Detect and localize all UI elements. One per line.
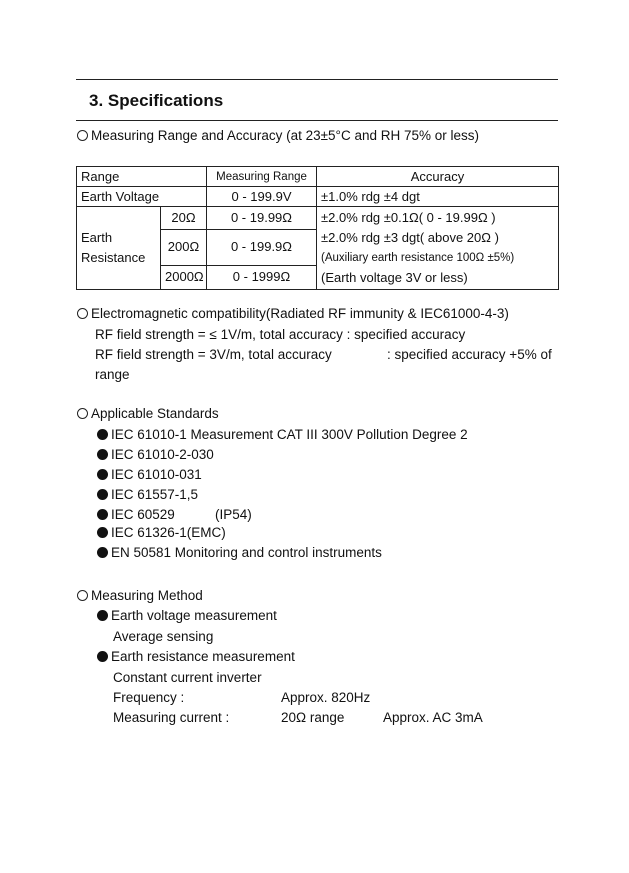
top-rule xyxy=(76,79,558,80)
range-accuracy-heading: Measuring Range and Accuracy (at 23±5°C and RH 75% or less) xyxy=(77,128,479,143)
standards-heading: Applicable Standards xyxy=(77,406,219,421)
circle-bullet-icon xyxy=(77,408,88,419)
voltage-method-title: Earth voltage measurement xyxy=(97,608,277,623)
method-heading: Measuring Method xyxy=(77,588,203,603)
resistance-method-detail: Constant current inverter xyxy=(113,670,262,685)
table-row xyxy=(77,187,559,207)
emc-line-2b: : specified accuracy +5% of xyxy=(387,347,552,362)
resistance-accuracy: ±2.0% rdg ±0.1Ω( 0 - 19.99Ω ) ±2.0% rdg ±3 dgt( above 20Ω ) (Auxiliary earth resistance 100Ω ±5%) (Earth voltage 3V or less) xyxy=(317,207,559,290)
emc-line-3: range xyxy=(95,367,130,382)
current-label: Measuring current : xyxy=(113,710,230,725)
emc-heading: Electromagnetic compatibility(Radiated RF immunity & IEC61000-4-3) xyxy=(77,306,509,321)
circle-bullet-icon xyxy=(77,590,88,601)
resistance-method-title: Earth resistance measurement xyxy=(97,649,295,664)
bullet-dot-icon xyxy=(97,429,108,440)
ip-rating: (IP54) xyxy=(215,507,252,522)
section-title: 3. Specifications xyxy=(89,91,224,110)
bullet-dot-icon xyxy=(97,509,108,520)
list-item: IEC 61010-2-030 xyxy=(97,447,214,462)
list-item: IEC 61326-1(EMC) xyxy=(97,525,226,540)
voltage-method-detail: Average sensing xyxy=(113,629,214,644)
spec-table xyxy=(76,166,559,290)
header-range: Range xyxy=(77,167,207,187)
emc-line-1: RF field strength = ≤ 1V/m, total accuracy : specified accuracy xyxy=(95,327,466,342)
range-value: 0 - 199.9Ω xyxy=(207,230,317,266)
range-sub: 20Ω xyxy=(161,207,207,230)
bullet-dot-icon xyxy=(97,547,108,558)
bullet-dot-icon xyxy=(97,651,108,662)
list-item: IEC 61557-1,5 xyxy=(97,487,198,502)
current-value: Approx. AC 3mA xyxy=(383,710,483,725)
bullet-dot-icon xyxy=(97,449,108,460)
earth-voltage-range: 0 - 199.9V xyxy=(207,187,317,207)
header-measuring-range: Measuring Range xyxy=(207,167,317,187)
list-item: IEC 61010-1 Measurement CAT III 300V Pollution Degree 2 xyxy=(97,427,468,442)
bullet-dot-icon xyxy=(97,469,108,480)
current-range: 20Ω range xyxy=(281,710,345,725)
earth-voltage-label: Earth Voltage xyxy=(77,187,207,207)
range-value: 0 - 19.99Ω xyxy=(207,207,317,230)
table-row xyxy=(77,207,559,230)
list-item: IEC 61010-031 xyxy=(97,467,202,482)
title-rule xyxy=(76,120,558,121)
emc-line-2a: RF field strength = 3V/m, total accuracy xyxy=(95,347,332,362)
earth-resistance-label: Earth Resistance xyxy=(77,207,161,290)
table-header-row xyxy=(77,167,559,187)
circle-bullet-icon xyxy=(77,130,88,141)
list-item: EN 50581 Monitoring and control instruments xyxy=(97,545,382,560)
range-sub: 2000Ω xyxy=(161,265,207,289)
bullet-dot-icon xyxy=(97,610,108,621)
frequency-label: Frequency : xyxy=(113,690,185,705)
frequency-value: Approx. 820Hz xyxy=(281,690,371,705)
circle-bullet-icon xyxy=(77,308,88,319)
bullet-dot-icon xyxy=(97,489,108,500)
range-sub: 200Ω xyxy=(161,230,207,266)
list-item: IEC 60529 xyxy=(97,507,175,522)
range-value: 0 - 1999Ω xyxy=(207,265,317,289)
header-accuracy: Accuracy xyxy=(317,167,559,187)
earth-voltage-accuracy: ±1.0% rdg ±4 dgt xyxy=(317,187,559,207)
bullet-dot-icon xyxy=(97,527,108,538)
